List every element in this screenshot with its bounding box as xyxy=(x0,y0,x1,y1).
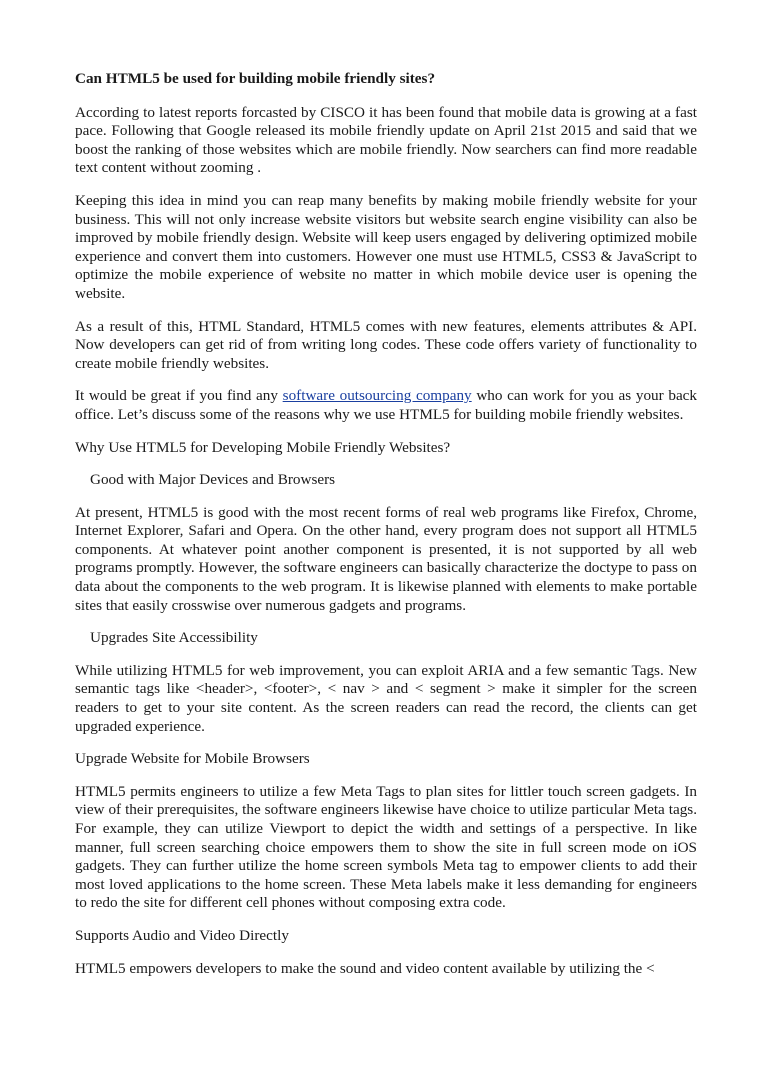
heading-audio-video: Supports Audio and Video Directly xyxy=(75,926,289,944)
heading-devices-browsers: Good with Major Devices and Browsers xyxy=(90,471,336,489)
heading-site-accessibility: Upgrades Site Accessibility xyxy=(90,629,258,647)
software-outsourcing-link[interactable]: software outsourcing company xyxy=(282,387,472,405)
paragraph-audio-video: HTML5 empowers developers to make the sound and video content available by utilizing the < xyxy=(75,959,655,977)
document-title: Can HTML5 be used for building mobile friendly sites? xyxy=(75,70,436,87)
document-page xyxy=(75,70,697,992)
paragraph-mobile-browsers: HTML5 permits engineers to utilize a few Meta Tags to plan sites for littler touch screen gadgets. In view of their prerequisites, the software engineers likewise have choice to utilize particular Meta tags. For example, they can utilize Viewport to depict the width and settings of a perspective. In like manner, full screen searching choice empowers them to show the site in full screen mode on iOS gadgets. They can further utilize the home screen symbols Meta tag to empower clients to add their most loved applications to the home screen. These Meta labels make it less demanding for engineers to redo the site for different cell phones without composing extra code. xyxy=(75,782,697,912)
paragraph-intro: According to latest reports forcasted by CISCO it has been found that mobile data is growing at a fast pace. Following that Google released its mobile friendly update on April 21st 2015 and said that we boost the ranking of those websites which are mobile friendly. Now searchers can find more readable text content without zooming . xyxy=(75,103,697,177)
heading-mobile-browsers: Upgrade Website for Mobile Browsers xyxy=(75,750,310,768)
paragraph-site-accessibility: While utilizing HTML5 for web improvement, you can exploit ARIA and a few semantic Tags. New semantic tags like <header>, <footer>, < nav > and < segment > make it simpler for the screen readers to get to your site content. As the screen readers can read the record, the clients can get upgraded experience. xyxy=(75,661,697,735)
paragraph-html5-standard: As a result of this, HTML Standard, HTML5 comes with new features, elements attributes & API. Now developers can get rid of from writing long codes. These code offers variety of functionality to create mobile friendly websites. xyxy=(75,317,697,372)
paragraph-benefits: Keeping this idea in mind you can reap many benefits by making mobile friendly website for your business. This will not only increase website visitors but website search engine visibility can also be improved by mobile friendly design. Website will keep users engaged by delivering optimized mobile experience and convert them into customers. However one must use HTML5, CSS3 & JavaScript to optimize the mobile experience of website no matter in which mobile device user is opening the website. xyxy=(75,191,697,302)
paragraph-outsourcing-before: It would be great if you find any xyxy=(75,387,283,405)
paragraph-devices-browsers: At present, HTML5 is good with the most recent forms of real web programs like Firefox, Chrome, Internet Explorer, Safari and Opera. On the other hand, every program does not support all HTML5 components. At whatever point another component is presented, it is not supported by all web programs promptly. However, the software engineers can basically characterize the doctype to pass on data about the components to the web program. It is likewise planned with elements to make portable sites that easily crosswise over numerous gadgets and programs. xyxy=(75,503,697,614)
paragraph-outsourcing xyxy=(75,387,697,424)
heading-why-html5: Why Use HTML5 for Developing Mobile Friendly Websites? xyxy=(75,438,451,456)
paragraph-outsourcing-after: who can work for you as your back office. Let’s discuss some of the reasons why we use HTML5 for building mobile friendly websites. xyxy=(75,387,698,423)
